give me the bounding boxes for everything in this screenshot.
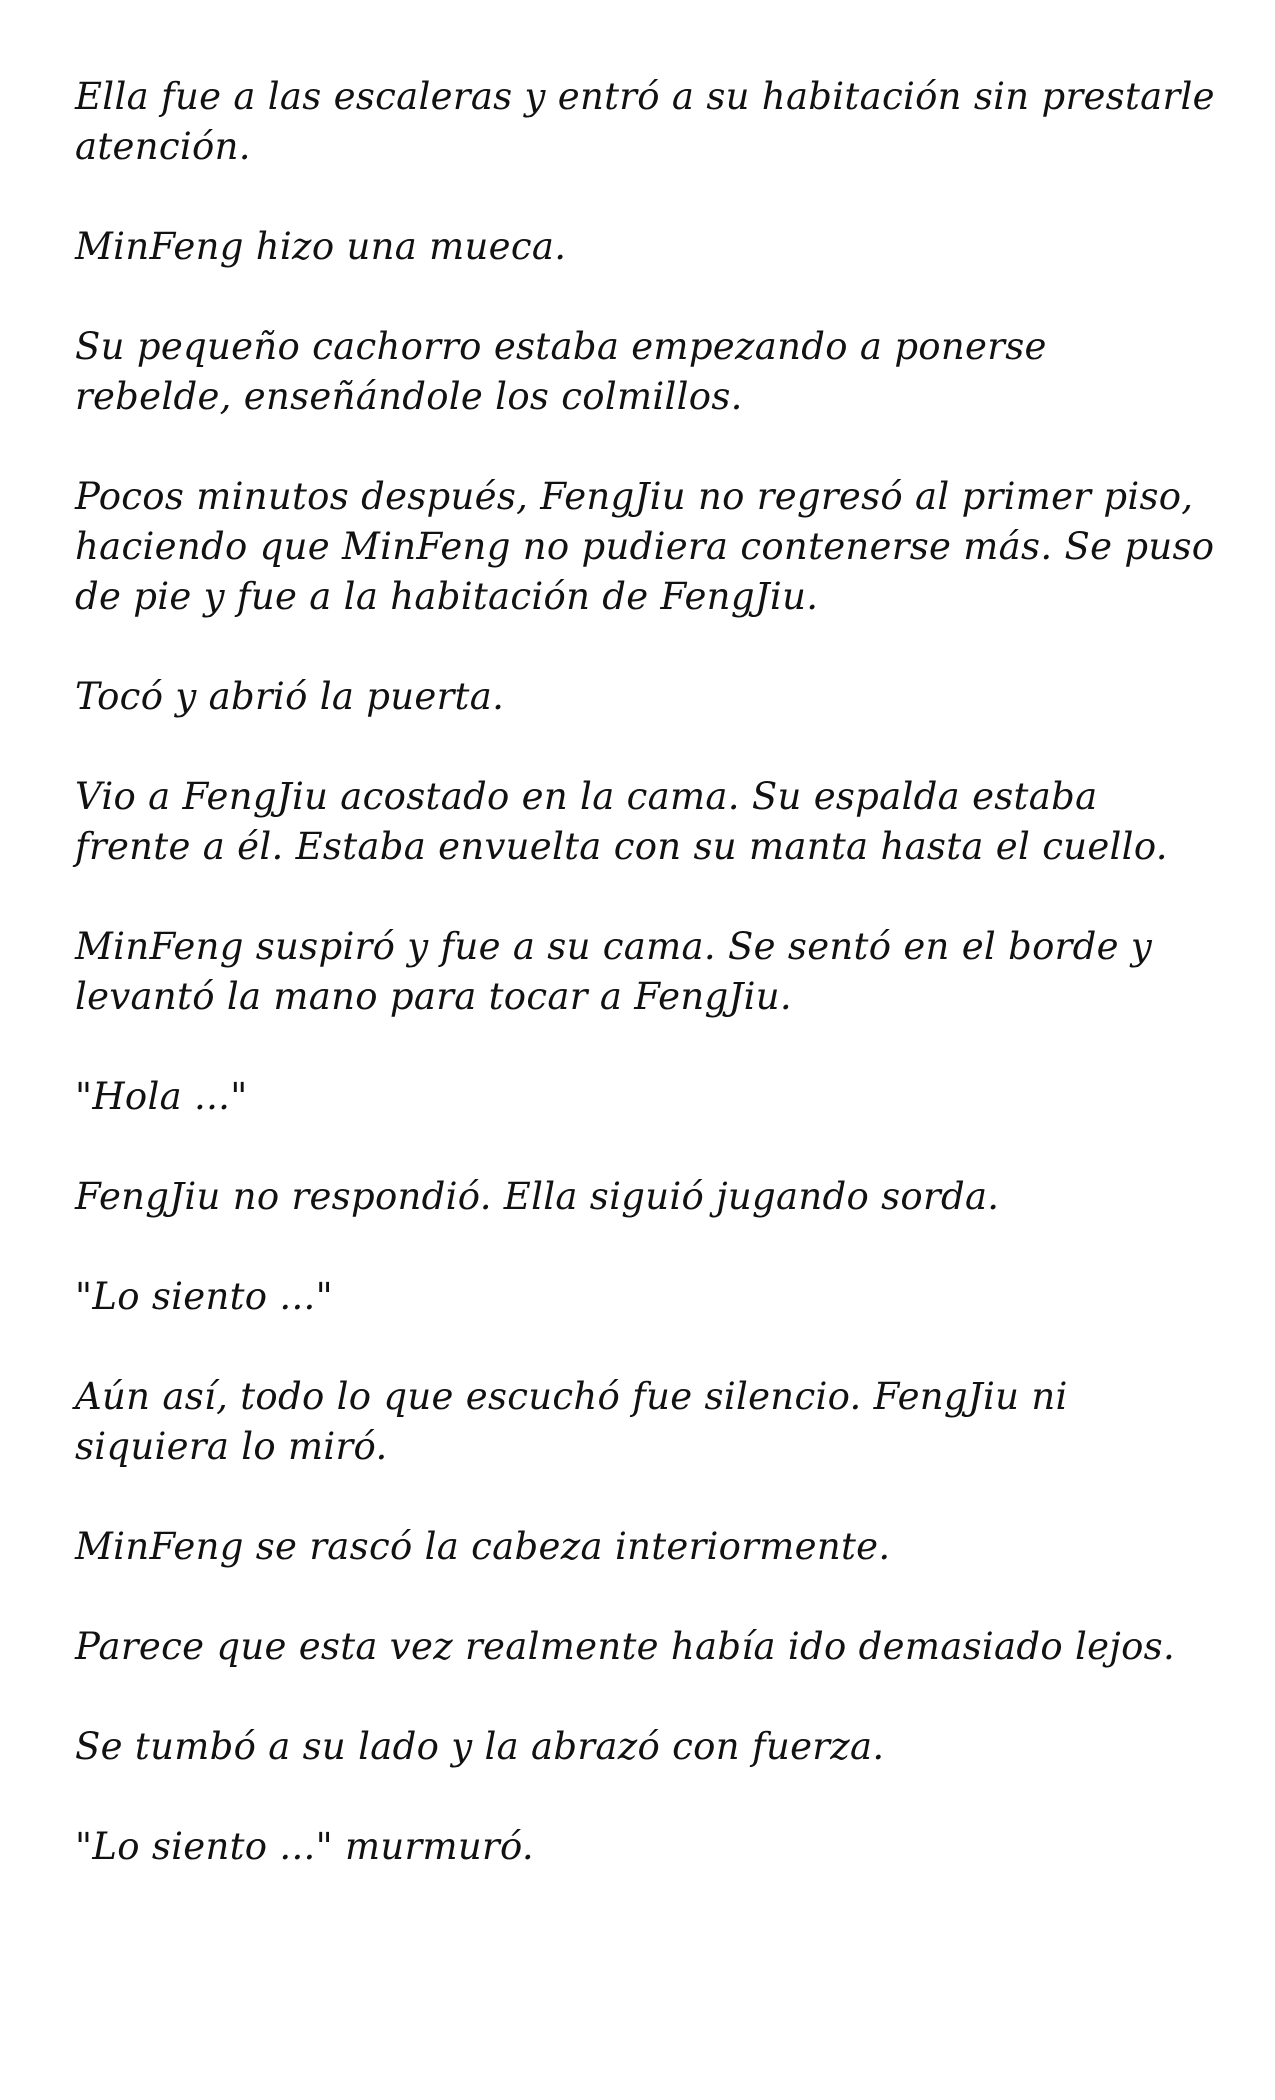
- paragraph-15: "Lo siento ..." murmuró.: [75, 1825, 534, 1868]
- paragraph-10: "Lo siento ...": [75, 1275, 333, 1318]
- paragraph-6: Vio a FengJiu acostado en la cama. Su espalda estaba frente a él. Estaba envuelta con su manta hasta el cuello.: [75, 775, 1168, 868]
- paragraph-1: Ella fue a las escaleras y entró a su habitación sin prestarle atención.: [75, 75, 1215, 168]
- paragraph-7: MinFeng suspiró y fue a su cama. Se sentó en el borde y levantó la mano para tocar a FengJiu.: [75, 925, 1153, 1018]
- paragraph-13: Parece que esta vez realmente había ido demasiado lejos.: [75, 1625, 1176, 1668]
- paragraph-12: MinFeng se rascó la cabeza interiormente.: [75, 1525, 891, 1568]
- paragraph-3: Su pequeño cachorro estaba empezando a ponerse rebelde, enseñándole los colmillos.: [75, 325, 1047, 418]
- paragraph-14: Se tumbó a su lado y la abrazó con fuerza.: [75, 1725, 885, 1768]
- paragraph-2: MinFeng hizo una mueca.: [75, 225, 567, 268]
- paragraph-5: Tocó y abrió la puerta.: [75, 675, 505, 718]
- paragraph-9: FengJiu no respondió. Ella siguió jugando sorda.: [75, 1175, 1000, 1218]
- paragraph-8: "Hola ...": [75, 1075, 248, 1118]
- document-page: [75, 72, 1215, 1922]
- paragraph-4: Pocos minutos después, FengJiu no regresó al primer piso, haciendo que MinFeng no pudiera contenerse más. Se puso de pie y fue a la habitación de FengJiu.: [75, 475, 1215, 618]
- paragraph-11: Aún así, todo lo que escuchó fue silencio. FengJiu ni siquiera lo miró.: [75, 1375, 1068, 1468]
